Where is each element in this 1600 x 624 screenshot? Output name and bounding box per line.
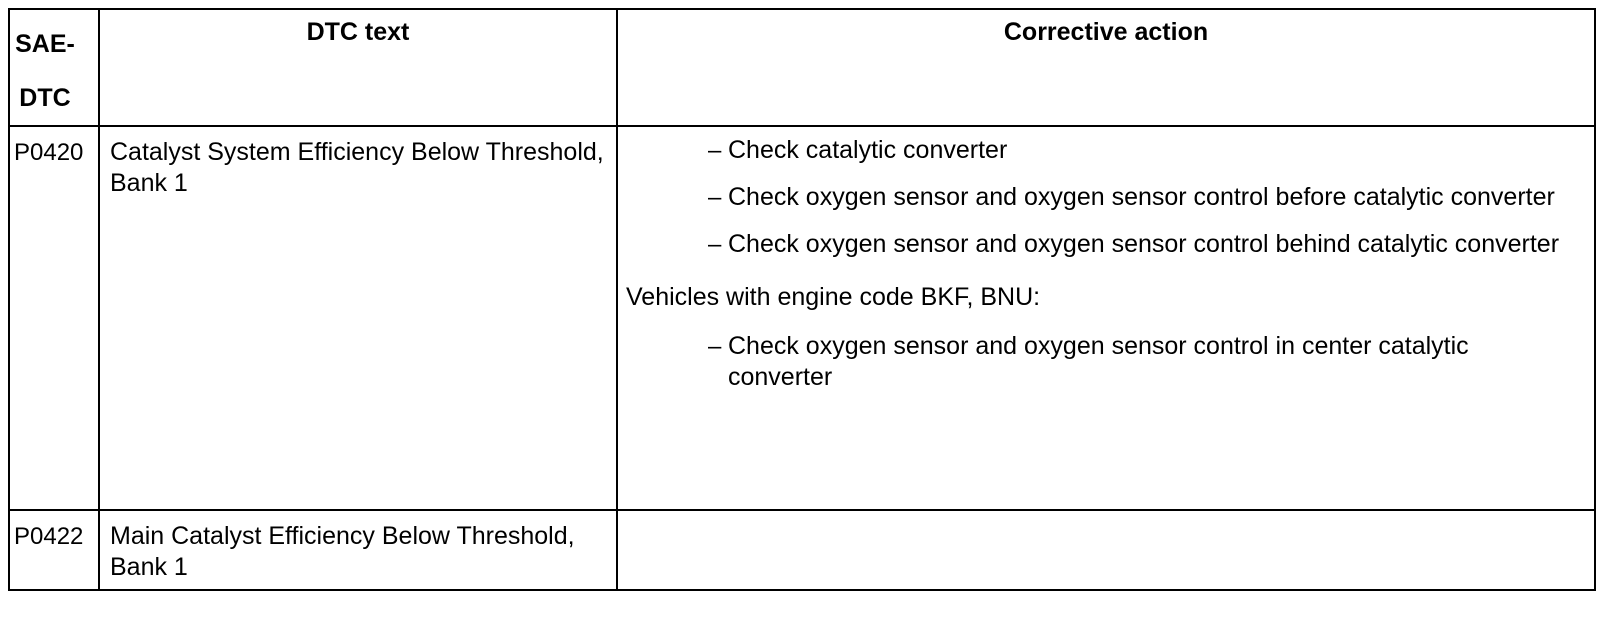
table-header-row xyxy=(9,9,1595,126)
engine-code-note: Vehicles with engine code BKF, BNU: xyxy=(626,283,1041,311)
header-dtc-text xyxy=(99,9,617,126)
action-item xyxy=(708,135,1574,166)
action-text: Check catalytic converter xyxy=(728,136,1008,164)
cell-code xyxy=(9,126,99,510)
dash-bullet-icon: – xyxy=(708,137,722,164)
dtc-code: P0420 xyxy=(14,139,84,166)
cell-code xyxy=(9,510,99,590)
action-item xyxy=(708,229,1574,260)
table-row xyxy=(9,510,1595,590)
header-sae-dtc-line2: DTC xyxy=(19,84,71,112)
cell-corrective-action xyxy=(617,126,1595,510)
cell-dtc-text xyxy=(99,126,617,510)
dash-bullet-icon: – xyxy=(708,333,722,360)
dtc-code: P0422 xyxy=(14,523,84,550)
header-corrective-action-label: Corrective action xyxy=(1003,18,1209,46)
action-item xyxy=(708,331,1574,393)
header-corrective-action xyxy=(617,9,1595,126)
cell-corrective-action xyxy=(617,510,1595,590)
cell-dtc-text xyxy=(99,510,617,590)
header-dtc-text-label: DTC text xyxy=(306,18,410,46)
action-text: Check oxygen sensor and oxygen sensor control before catalytic converter xyxy=(728,183,1555,211)
action-text: Check oxygen sensor and oxygen sensor control in center catalytic converter xyxy=(728,332,1469,391)
dtc-description: Main Catalyst Efficiency Below Threshold, Bank 1 xyxy=(110,522,575,581)
action-text: Check oxygen sensor and oxygen sensor control behind catalytic converter xyxy=(728,230,1560,258)
dtc-table xyxy=(8,8,1596,591)
header-sae-dtc xyxy=(9,9,99,126)
dash-bullet-icon: – xyxy=(708,184,722,211)
dash-bullet-icon: – xyxy=(708,231,722,258)
header-sae-dtc-line1: SAE- xyxy=(15,30,75,58)
table-row xyxy=(9,126,1595,510)
dtc-description: Catalyst System Efficiency Below Threshold, Bank 1 xyxy=(110,138,604,197)
action-item xyxy=(708,182,1574,213)
